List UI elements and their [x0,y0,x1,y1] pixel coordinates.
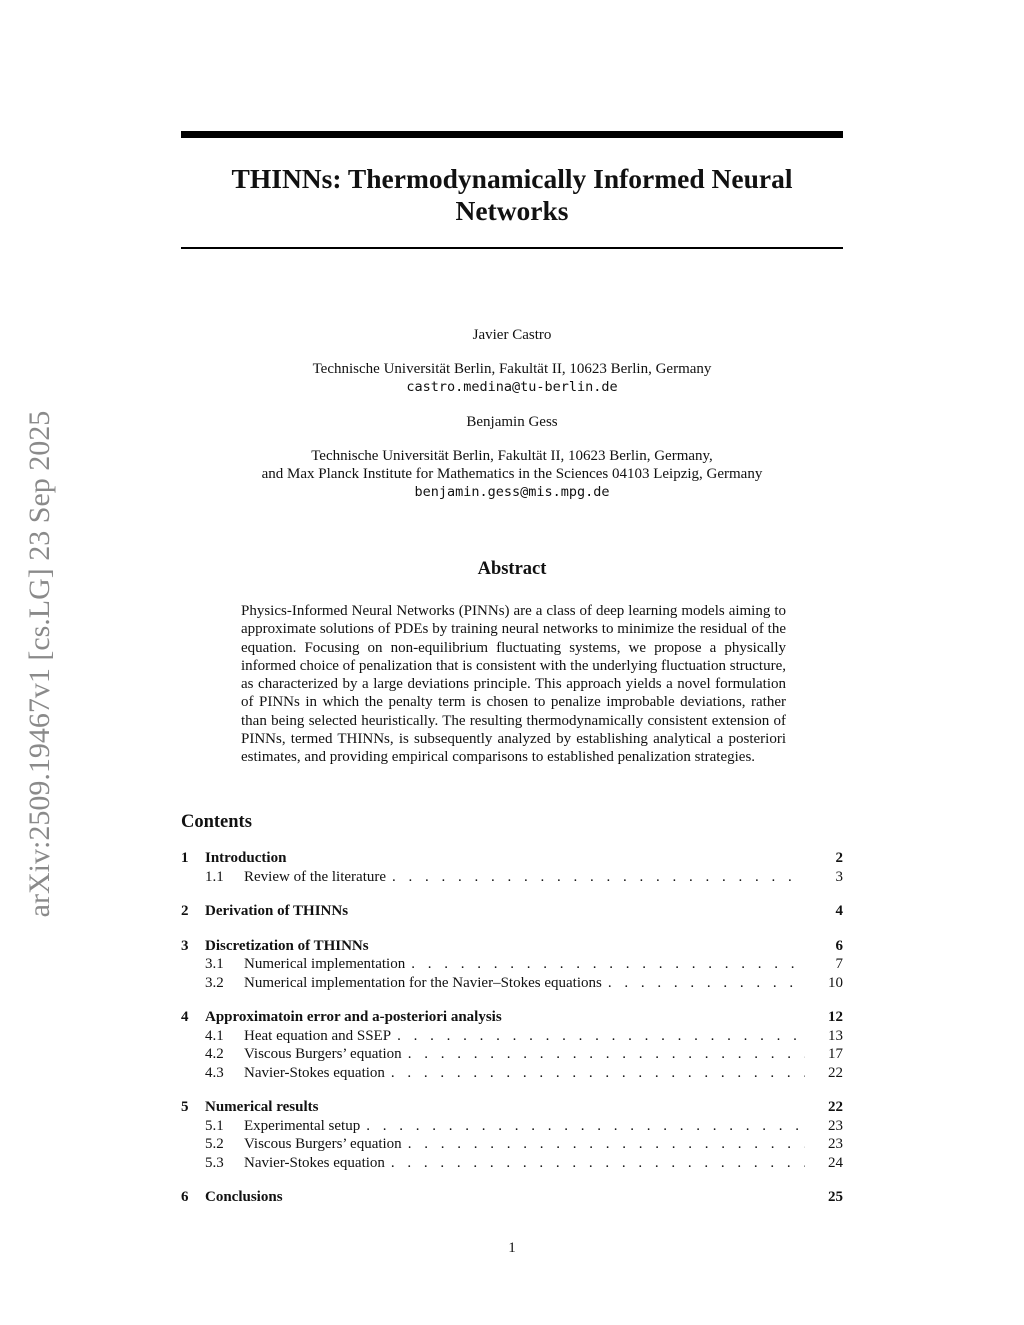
toc-subsection-number: 1.1 [205,868,224,885]
abstract-heading: Abstract [477,559,547,579]
author-name: Javier Castro [472,327,552,343]
contents-heading: Contents [181,812,252,832]
title-rule-bottom [181,247,843,249]
author-affiliation: and Max Planck Institute for Mathematics in the Sciences 04103 Leipzig, Germany [261,466,763,482]
author-affiliation: Technische Universität Berlin, Fakultät II, 10623 Berlin, Germany, [311,448,713,464]
toc-section-title: Discretization of THINNs [205,937,369,954]
toc-section-group [181,902,843,921]
toc-subsection-title: Navier-Stokes equation [244,1154,385,1171]
toc-subsection-number: 3.2 [205,974,224,991]
toc-subsection-number: 5.2 [205,1136,224,1152]
toc-section-group [181,1098,843,1172]
toc-section-entry[interactable] [181,937,843,956]
toc-section-title: Derivation of THINNs [205,903,349,919]
toc-section-page: 12 [828,1009,843,1025]
toc-section-group [181,849,843,886]
toc-subsection-title: Numerical implementation for the Navier–Stokes equations [244,974,602,991]
author-affiliation: Technische Universität Berlin, Fakultät II, 10623 Berlin, Germany [312,361,712,377]
toc-subsection-entry[interactable] [181,1117,843,1136]
toc-section-page: 22 [828,1099,843,1115]
toc-section-number: 3 [181,937,189,954]
toc-section-page: 25 [828,1189,843,1205]
abstract-text: Physics-Informed Neural Networks (PINNs) are a class of deep learning models aiming to approximate solutions of PDEs by training neural networks to minimize the residual of the equation. Focusing on non-equilibrium fluctuating systems, we propose a physically informed choice of penalization that is consistent with the underlying fluctuation structure, as characterized by a large deviations principle. This approach yields a novel formulation of PINNs in which the penalty term is chosen to penalize improbable deviations, rather than being selected heuristically. The resulting thermodynamically consistent extension of PINNs, termed THINNs, is subsequently analyzed by establishing analytical a posteriori estimates, and providing empirical comparisons to established penalization strategies. [241,603,786,766]
toc-dot-leader [392,868,805,887]
toc-subsection-page: 13 [828,1027,843,1044]
toc-section-group [181,937,843,993]
toc-section-title: Numerical results [205,1099,319,1115]
toc-subsection-entry[interactable] [181,955,843,974]
toc-subsection-number: 3.1 [205,956,224,972]
page-number: 1 [508,1240,516,1256]
title-rule-top [181,131,843,138]
toc-subsection-page: 7 [835,956,843,972]
toc-section-group [181,1008,843,1082]
toc-subsection-number: 5.1 [205,1117,224,1134]
toc-subsection-page: 23 [828,1136,843,1152]
toc-subsection-entry[interactable] [181,974,843,993]
toc-dot-leader [366,1117,805,1136]
toc-section-number: 4 [181,1009,189,1025]
author-email: benjamin.gess@mis.mpg.de [414,484,610,500]
toc-subsection-page: 17 [828,1046,843,1062]
toc-section-title: Conclusions [205,1189,283,1205]
toc-section-group [181,1188,843,1207]
toc-section-page: 4 [835,903,843,919]
toc-subsection-entry[interactable] [181,1135,843,1154]
arxiv-identifier: arXiv:2509.19467v1 [cs.LG] 23 Sep 2025 [23,410,56,918]
toc-section-entry[interactable] [181,849,843,868]
toc-dot-leader [411,955,805,974]
toc-subsection-page: 22 [828,1064,843,1081]
toc-section-number: 1 [181,850,189,866]
table-of-contents [181,849,843,1223]
toc-section-number: 6 [181,1189,189,1205]
toc-subsection-number: 5.3 [205,1154,224,1171]
toc-section-entry[interactable] [181,1008,843,1027]
toc-subsection-number: 4.3 [205,1064,224,1081]
toc-subsection-title: Review of the literature [244,868,387,885]
author-name: Benjamin Gess [466,414,558,430]
toc-subsection-title: Navier-Stokes equation [244,1064,385,1081]
toc-dot-leader [397,1027,805,1046]
toc-section-page: 6 [835,937,843,954]
toc-dot-leader [408,1135,805,1154]
paper-title: THINNs: Thermodynamically Informed Neural Networks [231,163,793,226]
toc-dot-leader [408,1045,805,1064]
toc-dot-leader [391,1154,805,1173]
toc-subsection-title: Heat equation and SSEP [244,1027,392,1044]
toc-subsection-entry[interactable] [181,1154,843,1173]
toc-subsection-title: Experimental setup [244,1117,361,1134]
toc-subsection-entry[interactable] [181,1045,843,1064]
toc-subsection-title: Viscous Burgers’ equation [244,1136,402,1152]
toc-section-number: 2 [181,903,189,919]
toc-section-title: Introduction [205,850,287,866]
toc-subsection-number: 4.2 [205,1046,224,1062]
author-block [181,326,843,518]
toc-subsection-entry[interactable] [181,1027,843,1046]
toc-section-number: 5 [181,1099,189,1115]
toc-subsection-number: 4.1 [205,1027,224,1044]
toc-section-entry[interactable] [181,1188,843,1207]
toc-subsection-page: 3 [835,868,843,885]
toc-subsection-page: 24 [828,1154,843,1171]
toc-dot-leader [608,974,805,993]
toc-section-entry[interactable] [181,1098,843,1117]
toc-subsection-page: 23 [828,1117,843,1134]
toc-subsection-page: 10 [828,974,843,991]
author-email: castro.medina@tu-berlin.de [406,379,618,395]
toc-section-entry[interactable] [181,902,843,921]
toc-section-title: Approximatoin error and a-posteriori analysis [205,1009,502,1025]
toc-subsection-title: Viscous Burgers’ equation [244,1046,402,1062]
toc-subsection-title: Numerical implementation [244,956,406,972]
toc-subsection-entry[interactable] [181,868,843,887]
toc-subsection-entry[interactable] [181,1064,843,1083]
toc-dot-leader [391,1064,805,1083]
toc-section-page: 2 [835,850,843,866]
